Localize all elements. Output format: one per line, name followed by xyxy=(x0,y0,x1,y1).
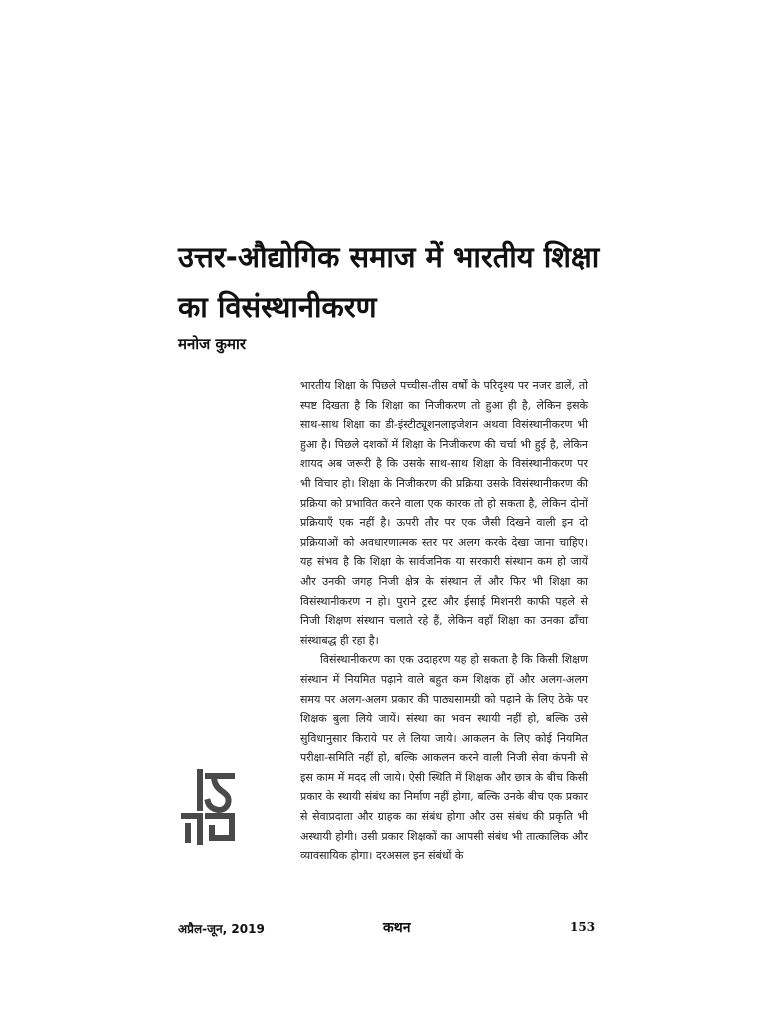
article-title: उत्तर-औद्योगिक समाज में भारतीय शिक्षा का विसंस्थानीकरण xyxy=(178,240,600,324)
page-number: 153 xyxy=(570,920,596,934)
author-name: मनोज कुमार xyxy=(178,335,247,353)
paragraph-2: विसंस्थानीकरण का एक उदाहरण यह हो सकता है कि किसी शिक्षण संस्थान में नियमित पढ़ाने वाले बहुत कम शिक्षक हों और अलग-अलग समय पर अलग-अलग प्रकार की पाठ्यसामग्री को पढ़ाने के लिए ठेके पर शिक्षक बुला लिये जायें। संस्था का भवन स्थायी नहीं हो, बल्कि उसे सुविधानुसार किराये पर ले लिया जाये। आकलन के लिए कोई नियमित परीक्षा-समिति नहीं हो, बल्कि आकलन करने वाली निजी सेवा कंपनी से इस काम में मदद ली जाये। ऐसी स्थिति में शिक्षक और छात्र के बीच किसी प्रकार के स्थायी संबंध का निर्माण नहीं होगा, बल्कि उनके बीच एक प्रकार से सेवाप्रदाता और ग्राहक का संबंध होगा और उस संबंध की प्रकृति भी अस्थायी होगी। उसी प्रकार शिक्षकों का आपसी संबंध भी तात्कालिक और व्यावसायिक होगा। दरअसल इन संबंधों के xyxy=(300,653,588,863)
issue-date: अप्रैल-जून, 2019 xyxy=(178,922,265,936)
magazine-name: कथन xyxy=(383,920,411,936)
paragraph-1: भारतीय शिक्षा के पिछले पच्चीस-तीस वर्षों के परिदृश्य पर नजर डालें, तो स्पष्ट दिखता है कि शिक्षा का निजीकरण तो हुआ ही है, लेकिन इसके साथ-साथ शिक्षा का डी-इंस्टीट्यूशनलाइजेशन अथवा विसंस्थानीकरण भी हुआ है। पिछले दशकों में शिक्षा के निजीकरण की चर्चा भी हुई है, लेकिन शायद अब जरूरी है कि उसके साथ-साथ शिक्षा के विसंस्थानीकरण पर भी विचार हो। शिक्षा के निजीकरण की प्रक्रिया उसके विसंस्थानीकरण की प्रक्रिया को प्रभावित करने वाला एक कारक तो हो सकता है, लेकिन दोनों प्रक्रियाएँ एक नहीं है। ऊपरी तौर पर एक जैसी दिखने वाली इन दो प्रक्रियाओं को अवधारणात्मक स्तर पर अलग करके देखा जाना चाहिए। यह संभव है कि शिक्षा के सार्वजनिक या सरकारी संस्थान कम हो जायें और उनकी जगह निजी क्षेत्र के संस्थान लें और फिर भी शिक्षा का विसंस्थानीकरण न हो। पुराने ट्रस्ट और ईसाई मिशनरी काफी पहले से निजी शिक्षण संस्थान चलाते रहे हैं, लेकिन वहाँ शिक्षा का उनका ढाँचा संस्थाबद्ध ही रहा है। xyxy=(300,379,588,647)
article-body xyxy=(300,376,588,866)
kathan-logo-icon xyxy=(178,768,238,846)
